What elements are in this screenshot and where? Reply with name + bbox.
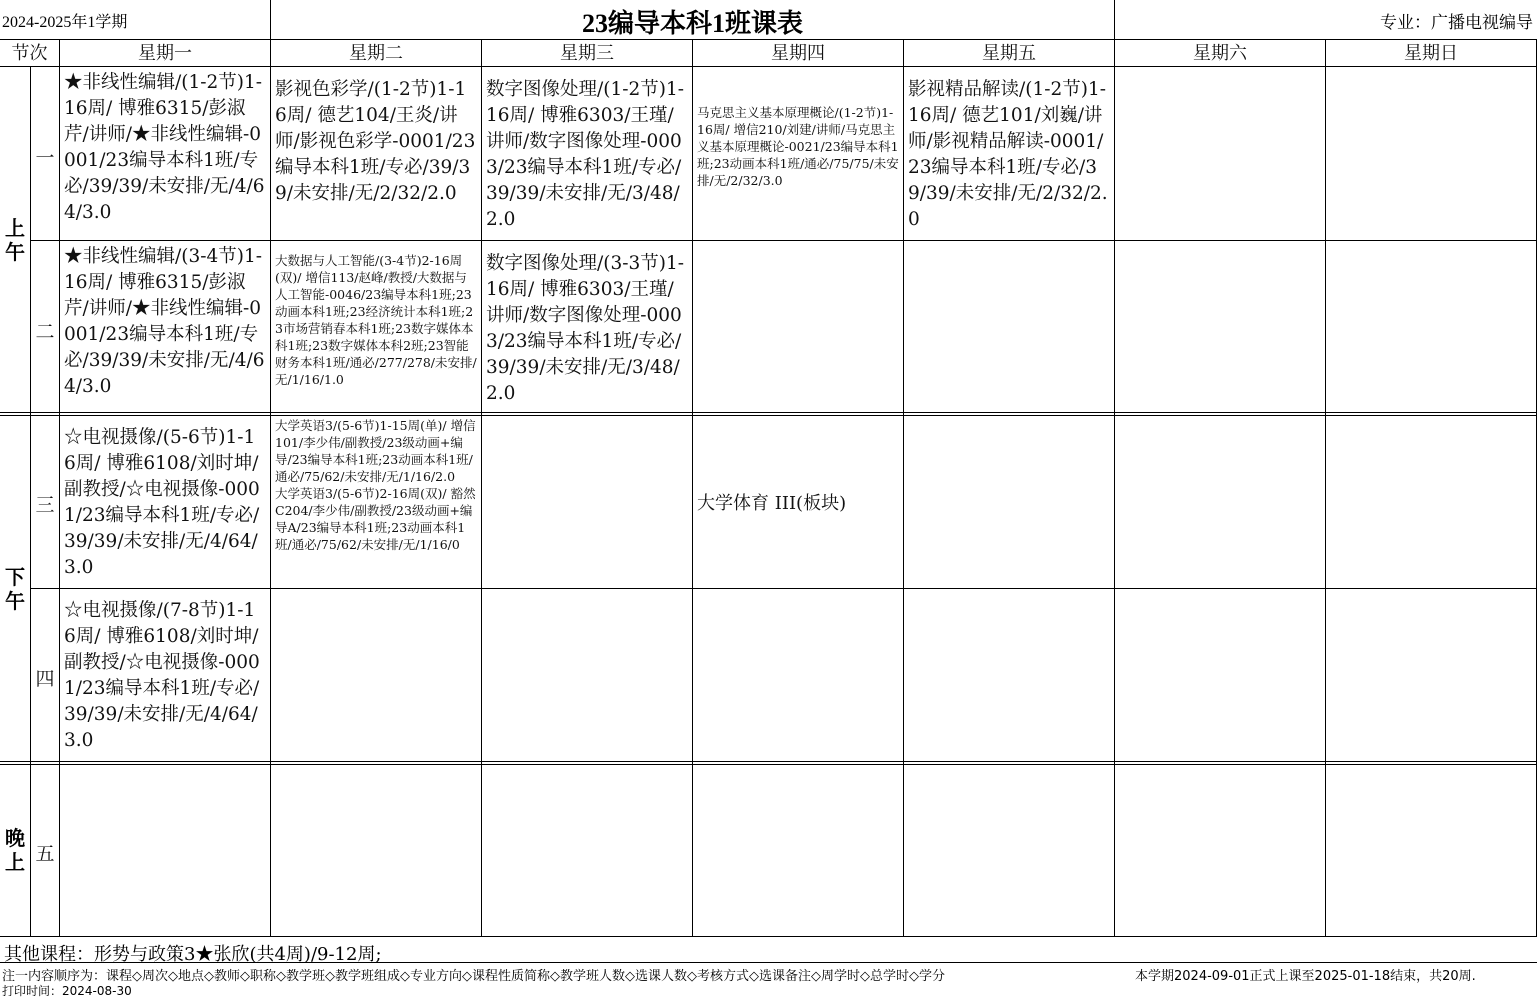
day-header-thu: 星期四 — [771, 43, 825, 64]
course-cell[interactable]: 影视色彩学/(1-2节)1-16周/ 德艺104/王炎/讲师/影视色彩学-0001/23编导本科1班/专必/39/39/未安排/无/2/32/2.0 — [275, 79, 476, 204]
course-cell[interactable]: ★非线性编辑/(3-4节)1-16周/ 博雅6315/彭淑芹/讲师/★非线性编辑-0001/23编导本科1班/专必/39/39/未安排/无/4/64/3.0 — [64, 246, 265, 397]
day-header-sun: 星期日 — [1404, 43, 1458, 64]
course-cell[interactable] — [271, 416, 481, 588]
course-cell[interactable]: ☆电视摄像/(5-6节)1-16周/ 博雅6108/刘时坤/副教授/☆电视摄像-0001/23编导本科1班/专必/39/39/未安排/无/4/64/3.0 — [64, 427, 260, 578]
major-label: 专业：广播电视编导 — [1380, 13, 1533, 32]
slot-label-1: 一 — [35, 147, 55, 169]
slot-label-5: 五 — [35, 843, 55, 865]
course-cell[interactable]: ☆电视摄像/(7-8节)1-16周/ 博雅6108/刘时坤/副教授/☆电视摄像-0001/23编导本科1班/专必/39/39/未安排/无/4/64/3.0 — [64, 600, 260, 751]
semester-label: 2024-2025年1学期 — [2, 14, 128, 31]
course-entry-a: 大学英语3/(5-6节)1-15周(单)/ 增信101/李少伟/副教授/23级动画+编导/23编导本科1班;23动画本科1班/通必/75/62/未安排/无/1/16/2.0 — [275, 418, 476, 484]
day-header-fri: 星期五 — [982, 43, 1036, 64]
day-header-sat: 星期六 — [1193, 43, 1247, 64]
slot-label-3: 三 — [35, 494, 55, 516]
course-cell[interactable]: 马克思主义基本原理概论/(1-2节)1-16周/ 增信210/刘建/讲师/马克思主义基本原理概论-0021/23编导本科1班;23动画本科1班/通必/75/75/未安排/无/2/32/3.0 — [697, 105, 899, 188]
course-cell[interactable]: ★非线性编辑/(1-2节)1-16周/ 博雅6315/彭淑芹/讲师/★非线性编辑-0001/23编导本科1班/专必/39/39/未安排/无/4/64/3.0 — [64, 72, 265, 223]
day-header-mon: 星期一 — [138, 43, 192, 64]
print-time: 打印时间：2024-08-30 — [2, 984, 132, 998]
course-cell[interactable]: 影视精品解读/(1-2节)1-16周/ 德艺101/刘巍/讲师/影视精品解读-0001/23编导本科1班/专必/39/39/未安排/无/2/32/2.0 — [908, 79, 1108, 230]
slot-label-4: 四 — [35, 668, 55, 690]
day-header-tue: 星期二 — [349, 43, 403, 64]
course-cell[interactable]: 数字图像处理/(3-3节)1-16周/ 博雅6303/王瑾/讲师/数字图像处理-0003/23编导本科1班/专必/39/39/未安排/无/3/48/2.0 — [486, 253, 684, 404]
segment-afternoon: 下午 — [5, 565, 25, 613]
course-entry-b: 大学英语3/(5-6节)2-16周(双)/ 豁然C204/李少伟/副教授/23级动画+编导A/23编导本科1班;23动画本科1班/通必/75/62/未安排/无/1/16/0 — [275, 486, 476, 552]
day-header-wed: 星期三 — [560, 43, 614, 64]
course-cell[interactable] — [693, 416, 903, 588]
content-order-note: 注一内容顺序为：课程◇周次◇地点◇教师◇职称◇教学班◇教学班组成◇专业方向◇课程性质简称◇教学班人数◇选课人数◇考核方式◇选课备注◇周学时◇总学时◇学分 — [2, 969, 945, 984]
section-header: 节次 — [11, 43, 48, 64]
course-cell[interactable]: 大数据与人工智能/(3-4节)2-16周(双)/ 增信113/赵峰/教授/大数据与人工智能-0046/23编导本科1班;23动画本科1班;23经济统计本科1班;23市场营销春本科1班;23数字媒体本科1班;23数字媒体本科2班;23智能财务本科1班/通必/277/278/未安排/无/1/16/1.0 — [275, 253, 477, 387]
course-cell[interactable]: 数字图像处理/(1-2节)1-16周/ 博雅6303/王瑾/讲师/数字图像处理-0003/23编导本科1班/专必/39/39/未安排/无/3/48/2.0 — [486, 79, 684, 230]
page-title: 23编导本科1班课表 — [581, 9, 803, 38]
semester-info: 本学期2024-09-01正式上课至2025-01-18结束，共20周. — [1135, 969, 1476, 984]
segment-evening: 晚上 — [5, 826, 25, 874]
segment-morning: 上午 — [5, 216, 25, 264]
slot-label-2: 二 — [35, 321, 55, 343]
other-courses: 其他课程：形势与政策3★张欣(共4周)/9-12周; — [4, 944, 382, 965]
course-cell-text: 大学体育 III(板块) — [697, 493, 847, 514]
